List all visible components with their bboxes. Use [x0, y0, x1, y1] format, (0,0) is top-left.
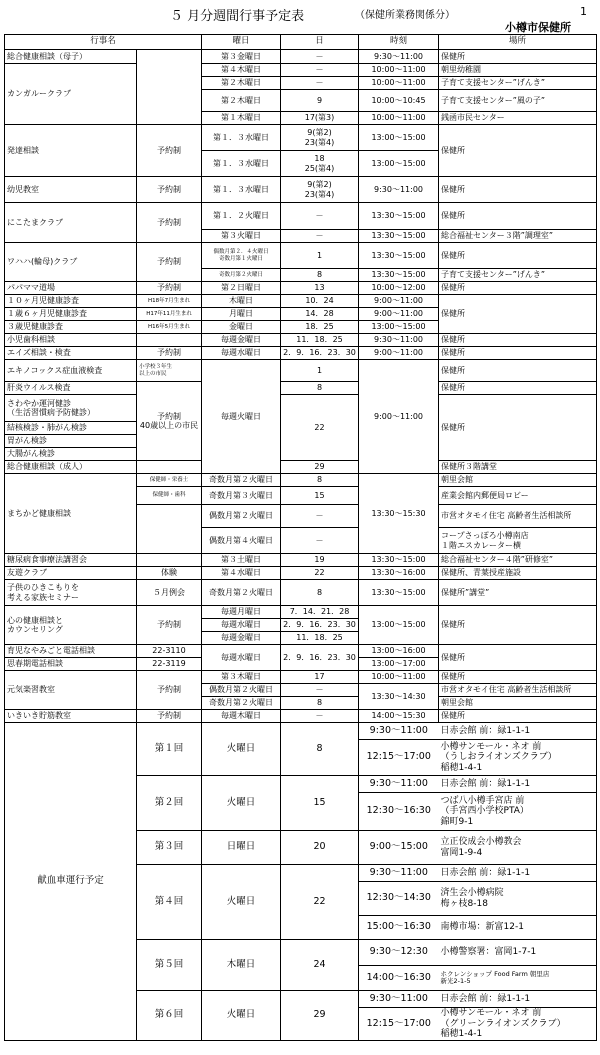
- event-note: 予約制: [137, 125, 202, 177]
- day-cell: 2．9．16．23．30: [281, 619, 359, 632]
- slot-place: 済生会小樽病院 梅ヶ枝8-18: [439, 882, 597, 916]
- time-cell: 13:30～15:00: [359, 230, 439, 243]
- weekday-cell: 第３金曜日: [202, 50, 281, 64]
- event-note: [137, 505, 202, 554]
- round-label: 第２回: [137, 776, 202, 831]
- event-note: 予約制: [137, 282, 202, 295]
- header-event-name: 行事名: [5, 35, 202, 50]
- place-cell: 市営オタモイ住宅 高齢者生活相談所: [439, 505, 597, 528]
- round-day: 22: [281, 865, 359, 940]
- round-day: 15: [281, 776, 359, 831]
- place-cell: 保健所: [439, 125, 597, 177]
- time-cell: 10:00～11:00: [359, 112, 439, 125]
- time-cell: 13:30～15:00: [359, 203, 439, 230]
- time-cell: 9:30～11:00: [359, 177, 439, 203]
- weekday-cell: 第４木曜日: [202, 64, 281, 77]
- event-name: エイズ相談・検査: [5, 347, 137, 360]
- place-cell: 保健所: [439, 347, 597, 360]
- event-note: 予約制: [137, 710, 202, 723]
- table-row: [5, 125, 597, 151]
- round-weekday: 火曜日: [202, 776, 281, 831]
- place-cell: 朝里幼稚園: [439, 64, 597, 77]
- event-name: ３歳児健康診査: [5, 321, 137, 334]
- weekday-cell: 毎週火曜日: [202, 360, 281, 474]
- round-label: 第６回: [137, 991, 202, 1041]
- event-note: 予約制: [137, 177, 202, 203]
- slot-place: 小樽サンモール・ネオ 前 （グリーンライオンズクラブ） 稲穂1-4-1: [439, 1008, 597, 1041]
- event-name: 胃がん検診: [5, 435, 137, 448]
- weekday-cell: 第２木曜日: [202, 90, 281, 112]
- weekday-cell: 第２木曜日: [202, 77, 281, 90]
- event-name: さわやか運河健診 （生活習慣病予防健診）: [5, 395, 137, 422]
- schedule-table: [4, 34, 597, 1041]
- time-cell: 13:30～15:00: [359, 243, 439, 269]
- event-name: 心の健康相談と カウンセリング: [5, 606, 137, 645]
- time-cell: 13:30～15:30: [359, 474, 439, 554]
- day-cell: 22: [281, 567, 359, 580]
- weekday-cell: 偶数月第４火曜日: [202, 528, 281, 554]
- place-cell: 保健所３階講堂: [439, 461, 597, 474]
- event-name: 総合健康相談（母子）: [5, 50, 137, 64]
- place-cell: 銭函市民センター: [439, 112, 597, 125]
- round-label: 第５回: [137, 940, 202, 991]
- day-cell: 14．28: [281, 308, 359, 321]
- event-note: 保健師・栄養士: [137, 474, 202, 487]
- slot-place: 日赤会館 前：緑1-1-1: [439, 991, 597, 1008]
- event-name: 小児歯科相談: [5, 334, 137, 347]
- slot-place: 日赤会館 前：緑1-1-1: [439, 723, 597, 740]
- day-cell: 18．25: [281, 321, 359, 334]
- day-cell: 1: [281, 243, 359, 269]
- day-cell: －: [281, 77, 359, 90]
- time-cell: 10:00～12:00: [359, 282, 439, 295]
- place-cell: 保健所: [439, 645, 597, 671]
- round-weekday: 火曜日: [202, 865, 281, 940]
- day-cell: 10．24: [281, 295, 359, 308]
- time-cell: 13:00～15:00: [359, 321, 439, 334]
- event-note: 予約制: [137, 671, 202, 710]
- place-cell: 保健所: [439, 334, 597, 347]
- slot-time: 9:30～11:00: [359, 776, 439, 793]
- round-day: 8: [281, 723, 359, 776]
- event-note: 予約制 40歳以上の市民: [137, 382, 202, 461]
- time-cell: 10:00～10:45: [359, 90, 439, 112]
- table-row: [5, 580, 597, 606]
- event-note: 22-3110: [137, 645, 202, 658]
- event-name: ワハハ(輪母)クラブ: [5, 243, 137, 282]
- place-cell: 総合福祉センター４階”研修室”: [439, 554, 597, 567]
- slot-time: 9:30～11:00: [359, 723, 439, 740]
- day-cell: 19: [281, 554, 359, 567]
- event-note: 22-3119: [137, 658, 202, 671]
- place-cell: 保健所: [439, 50, 597, 64]
- time-cell: 13:00～15:00: [359, 151, 439, 177]
- weekday-cell: 毎週水曜日: [202, 619, 281, 632]
- event-name: 大腸がん検診: [5, 448, 137, 461]
- table-row: [5, 710, 597, 723]
- weekday-cell: 偶数月第２．４火曜日 奇数月第１火曜日: [202, 243, 281, 269]
- round-weekday: 火曜日: [202, 991, 281, 1041]
- time-cell: 13:30～14:30: [359, 684, 439, 710]
- time-cell: 9:00～11:00: [359, 295, 439, 308]
- event-note: [137, 461, 202, 474]
- weekday-cell: 奇数月第２火曜日: [202, 269, 281, 282]
- event-name: まちかど健康相談: [5, 474, 137, 554]
- document-title: ５ 月分週間行事予定表: [170, 9, 305, 24]
- round-weekday: 日曜日: [202, 831, 281, 865]
- place-cell: 保健所: [439, 671, 597, 684]
- weekday-cell: 偶数月第２火曜日: [202, 684, 281, 697]
- place-cell: 市営オタモイ住宅 高齢者生活相談所: [439, 684, 597, 697]
- place-cell: 総合福祉センター３階”調理室”: [439, 230, 597, 243]
- blood-drive-label: 献血車運行予定: [5, 723, 137, 1041]
- weekday-cell: 第２日曜日: [202, 282, 281, 295]
- slot-time: 9:30～11:00: [359, 991, 439, 1008]
- round-day: 29: [281, 991, 359, 1041]
- day-cell: 2．9．16．23．30: [281, 645, 359, 671]
- day-cell: 8: [281, 269, 359, 282]
- weekday-cell: 毎週金曜日: [202, 334, 281, 347]
- day-cell: 18 25(第4): [281, 151, 359, 177]
- table-row: [5, 64, 597, 77]
- header-time: 時刻: [359, 35, 439, 50]
- time-cell: 13:00～16:00: [359, 645, 439, 658]
- event-name: 育児なやみごと電話相談: [5, 645, 137, 658]
- slot-time: 12:15～17:00: [359, 1008, 439, 1041]
- round-day: 24: [281, 940, 359, 991]
- time-cell: 13:00～15:00: [359, 606, 439, 645]
- day-cell: －: [281, 50, 359, 64]
- day-cell: 11．18．25: [281, 334, 359, 347]
- weekday-cell: 第１．２火曜日: [202, 203, 281, 230]
- round-weekday: 木曜日: [202, 940, 281, 991]
- day-cell: 13: [281, 282, 359, 295]
- day-cell: 17(第3): [281, 112, 359, 125]
- place-cell: 子育て支援センター”風の子”: [439, 90, 597, 112]
- place-cell: 保健所”講堂”: [439, 580, 597, 606]
- weekday-cell: 第１木曜日: [202, 112, 281, 125]
- time-cell: 13:30～15:00: [359, 580, 439, 606]
- slot-place: つば八小樽手宮店 前 （手宮西小学校PTA） 錦町9-1: [439, 793, 597, 831]
- day-cell: 9(第2) 23(第4): [281, 177, 359, 203]
- day-cell: 17: [281, 671, 359, 684]
- place-cell: 朝里会館: [439, 697, 597, 710]
- weekday-cell: 月曜日: [202, 308, 281, 321]
- time-cell: 10:00～11:00: [359, 77, 439, 90]
- day-cell: 8: [281, 697, 359, 710]
- event-name: 結核検診・肺がん検診: [5, 422, 137, 435]
- weekday-cell: 毎週木曜日: [202, 710, 281, 723]
- slot-place: 小樽サンモール・ネオ 前 （うしおライオンズクラブ） 稲穂1-4-1: [439, 740, 597, 776]
- day-cell: 8: [281, 382, 359, 395]
- round-label: 第３回: [137, 831, 202, 865]
- day-cell: 7．14．21．28: [281, 606, 359, 619]
- event-note: [137, 50, 202, 125]
- table-row: [5, 474, 597, 487]
- table-row: [5, 203, 597, 230]
- table-row: [5, 395, 597, 422]
- time-cell: 10:00～11:00: [359, 671, 439, 684]
- slot-place: 南樽市場：新富12-1: [439, 916, 597, 940]
- place-cell: 保健所: [439, 295, 597, 334]
- event-note: H16年5月生まれ: [137, 321, 202, 334]
- weekday-cell: 毎週水曜日: [202, 645, 281, 671]
- table-row: [5, 360, 597, 382]
- weekday-cell: 第１．３水曜日: [202, 151, 281, 177]
- weekday-cell: 毎週水曜日: [202, 347, 281, 360]
- place-cell: 保健所: [439, 382, 597, 395]
- event-name: 幼児教室: [5, 177, 137, 203]
- header-day: 日: [281, 35, 359, 50]
- time-cell: 13:00～17:00: [359, 658, 439, 671]
- event-note: 予約制: [137, 243, 202, 282]
- event-note: 予約制: [137, 203, 202, 243]
- time-cell: 13:30～16:00: [359, 567, 439, 580]
- table-row: [5, 243, 597, 269]
- place-cell: 保健所: [439, 177, 597, 203]
- table-row: [5, 282, 597, 295]
- day-cell: 9(第2) 23(第4): [281, 125, 359, 151]
- place-cell: 保健所: [439, 282, 597, 295]
- slot-time: 12:15～17:00: [359, 740, 439, 776]
- day-cell: 29: [281, 461, 359, 474]
- weekday-cell: 奇数月第３火曜日: [202, 487, 281, 505]
- weekday-cell: 毎週金曜日: [202, 632, 281, 645]
- place-cell: 保健所: [439, 710, 597, 723]
- event-note: 保健師・歯科: [137, 487, 202, 505]
- day-cell: －: [281, 230, 359, 243]
- time-cell: 9:00～11:00: [359, 308, 439, 321]
- event-name: パパママ道場: [5, 282, 137, 295]
- table-row: [5, 382, 597, 395]
- organization-name: 小樽市保健所: [505, 21, 571, 34]
- place-cell: 保健所、青葉授産施設: [439, 567, 597, 580]
- slot-time: 9:30～12:30: [359, 940, 439, 966]
- blood-drive-row: [5, 723, 597, 740]
- weekday-cell: 毎週月曜日: [202, 606, 281, 619]
- slot-place: ホクレンショップ Food Farm 朝里店 新光2-1-5: [439, 966, 597, 991]
- table-row: [5, 50, 597, 64]
- table-row: [5, 461, 597, 474]
- place-cell: 保健所: [439, 395, 597, 461]
- weekday-cell: 奇数月第２火曜日: [202, 474, 281, 487]
- time-cell: 9:30～11:00: [359, 334, 439, 347]
- table-header-row: [5, 35, 597, 50]
- time-cell: 9:00～11:00: [359, 360, 439, 474]
- event-name: 思春期電話相談: [5, 658, 137, 671]
- event-name: 肝炎ウイルス検査: [5, 382, 137, 395]
- time-cell: 9:00～11:00: [359, 347, 439, 360]
- event-name: エキノコックス症血液検査: [5, 360, 137, 382]
- day-cell: －: [281, 710, 359, 723]
- place-cell: 保健所: [439, 606, 597, 645]
- slot-time: 14:00～16:30: [359, 966, 439, 991]
- event-name: いきいき貯筋教室: [5, 710, 137, 723]
- day-cell: －: [281, 684, 359, 697]
- event-note: [137, 334, 202, 347]
- slot-time: 9:30～11:00: [359, 865, 439, 882]
- weekday-cell: 偶数月第２火曜日: [202, 505, 281, 528]
- slot-time: 12:30～14:30: [359, 882, 439, 916]
- day-cell: 22: [281, 395, 359, 461]
- round-day: 20: [281, 831, 359, 865]
- weekday-cell: 木曜日: [202, 295, 281, 308]
- round-label: 第１回: [137, 723, 202, 776]
- event-note: 予約制: [137, 347, 202, 360]
- slot-time: 15:00～16:30: [359, 916, 439, 940]
- table-row: [5, 177, 597, 203]
- event-name: 糖尿病食事療法講習会: [5, 554, 137, 567]
- weekday-cell: 奇数月第２火曜日: [202, 580, 281, 606]
- weekday-cell: 第３火曜日: [202, 230, 281, 243]
- round-weekday: 火曜日: [202, 723, 281, 776]
- day-cell: －: [281, 203, 359, 230]
- round-label: 第４回: [137, 865, 202, 940]
- table-row: [5, 295, 597, 308]
- day-cell: 1: [281, 360, 359, 382]
- slot-place: 日赤会館 前：緑1-1-1: [439, 776, 597, 793]
- event-name: 子供のひきこもりを 考える家族セミナー: [5, 580, 137, 606]
- slot-place: 日赤会館 前：緑1-1-1: [439, 865, 597, 882]
- event-note: [137, 554, 202, 567]
- event-name: 総合健康相談（成人）: [5, 461, 137, 474]
- place-cell: 産業会館内郵便局ロビー: [439, 487, 597, 505]
- place-cell: 子育て支援センター”げんき”: [439, 269, 597, 282]
- event-name: 発達相談: [5, 125, 137, 177]
- weekday-cell: 奇数月第２火曜日: [202, 697, 281, 710]
- place-cell: 保健所: [439, 203, 597, 230]
- event-note: H17年11月生まれ: [137, 308, 202, 321]
- weekday-cell: 第１．３水曜日: [202, 125, 281, 151]
- time-cell: 9:30～11:00: [359, 50, 439, 64]
- time-cell: 13:00～15:00: [359, 125, 439, 151]
- day-cell: 2．9．16．23．30: [281, 347, 359, 360]
- document-subtitle: （保健所業務関係分）: [355, 10, 455, 21]
- slot-time: 12:30～16:30: [359, 793, 439, 831]
- table-row: [5, 606, 597, 619]
- slot-place: 立正佼成会小樽教会 富岡1-9-4: [439, 831, 597, 865]
- day-cell: 15: [281, 487, 359, 505]
- day-cell: －: [281, 505, 359, 528]
- place-cell: 朝里会館: [439, 474, 597, 487]
- event-note: 体験: [137, 567, 202, 580]
- slot-place: 小樽警察署：富岡1-7-1: [439, 940, 597, 966]
- time-cell: 10:00～11:00: [359, 64, 439, 77]
- slot-time: 9:00～15:00: [359, 831, 439, 865]
- event-note: H18年7月生まれ: [137, 295, 202, 308]
- table-row: [5, 347, 597, 360]
- place-cell: 子育て支援センター”げんき”: [439, 77, 597, 90]
- time-cell: 13:30～15:00: [359, 554, 439, 567]
- weekday-cell: 第３土曜日: [202, 554, 281, 567]
- header-weekday: 曜日: [202, 35, 281, 50]
- table-row: [5, 334, 597, 347]
- day-cell: 8: [281, 474, 359, 487]
- table-row: [5, 567, 597, 580]
- event-note: 小学校３年生 以上の市民: [137, 360, 202, 382]
- event-name: 元気楽習教室: [5, 671, 137, 710]
- event-name: カンガルークラブ: [5, 64, 137, 125]
- place-cell: コープさっぽろ小樽南店 １階エスカレーター横: [439, 528, 597, 554]
- event-note: 予約制: [137, 606, 202, 645]
- event-name: １歳６ヶ月児健康診査: [5, 308, 137, 321]
- event-name: にこたまクラブ: [5, 203, 137, 243]
- day-cell: 8: [281, 580, 359, 606]
- weekday-cell: 第３木曜日: [202, 671, 281, 684]
- day-cell: 9: [281, 90, 359, 112]
- day-cell: －: [281, 528, 359, 554]
- event-name: 友遊クラブ: [5, 567, 137, 580]
- table-row: [5, 671, 597, 684]
- weekday-cell: 金曜日: [202, 321, 281, 334]
- weekday-cell: 第１．３水曜日: [202, 177, 281, 203]
- place-cell: 保健所: [439, 360, 597, 382]
- day-cell: －: [281, 64, 359, 77]
- page-number: 1: [580, 5, 587, 18]
- table-row: [5, 645, 597, 658]
- header-place: 場所: [439, 35, 597, 50]
- day-cell: 11．18．25: [281, 632, 359, 645]
- place-cell: 保健所: [439, 243, 597, 269]
- weekday-cell: 第４水曜日: [202, 567, 281, 580]
- time-cell: 13:30～15:00: [359, 269, 439, 282]
- table-row: [5, 554, 597, 567]
- time-cell: 14:00～15:30: [359, 710, 439, 723]
- event-name: １０ヶ月児健康診査: [5, 295, 137, 308]
- event-note: ５月例会: [137, 580, 202, 606]
